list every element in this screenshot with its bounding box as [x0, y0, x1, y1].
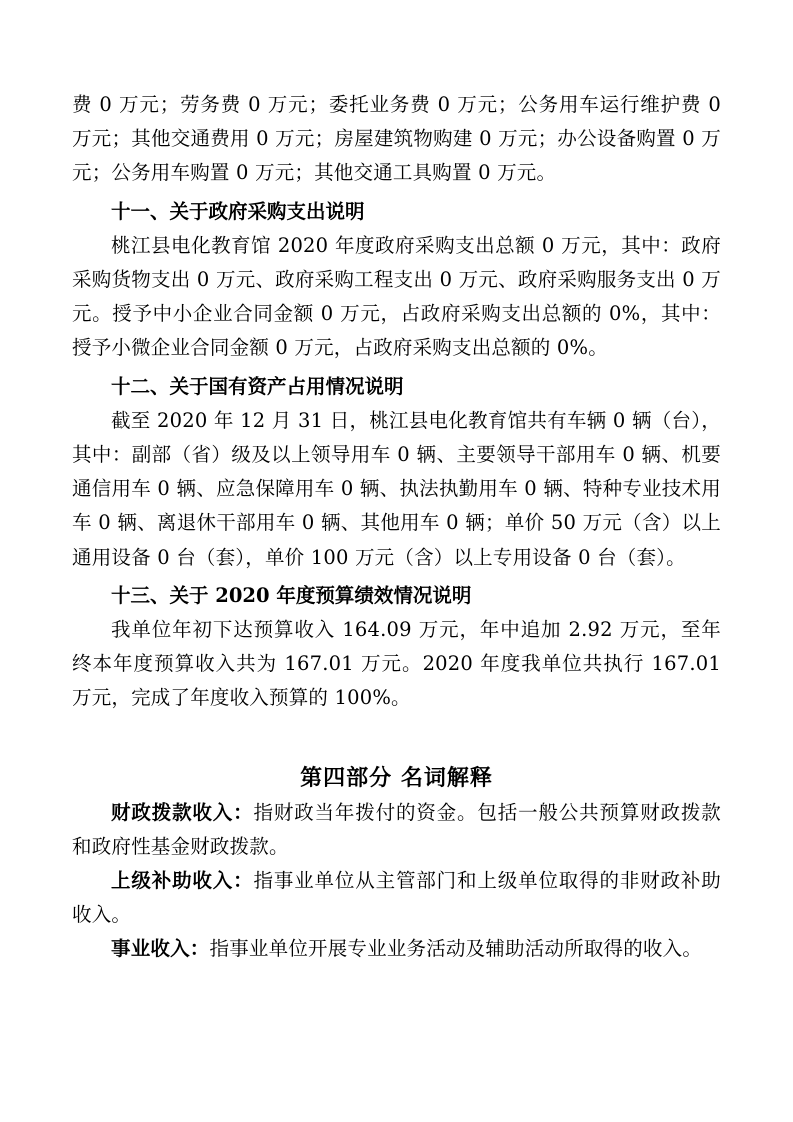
term-definition-2: 指事业单位从主管部门和上级单位取得的非财政补助收入。: [72, 869, 721, 927]
continued-paragraph: 费 0 万元；劳务费 0 万元；委托业务费 0 万元；公务用车运行维护费 0 万元；其他交通费用 0 万元；房屋建筑物购建 0 万元；办公设备购置 0 万元；公务用车购置 0 万元；其他交通工具购置 0 万元。: [72, 93, 721, 185]
section-heading-11: 十一、关于政府采购支出说明: [111, 199, 365, 223]
term-entry-3: [72, 932, 721, 966]
section-body-11: 桃江县电化教育馆 2020 年度政府采购支出总额 0 万元，其中：政府采购货物支出 0 万元、政府采购工程支出 0 万元、政府采购服务支出 0 万元。授予中小企业合同金额 0 万元，占政府采购支出总额的 0%，其中：授予小微企业合同金额 0 万元，占政府采购支出总额的 0%。: [72, 233, 721, 360]
section-body-12: 截至 2020 年 12 月 31 日，桃江县电化教育馆共有车辆 0 辆（台），其中：副部（省）级及以上领导用车 0 辆、主要领导干部用车 0 辆、机要通信用车 0 辆、应急保障用车 0 辆、执法执勤用车 0 辆、特种专业技术用车 0 辆、离退休干部用车 0 辆、其他用车 0 辆；单价 50 万元（含）以上通用设备 0 台（套），单价 100 万元（含）以上专用设备 0 台（套）。: [72, 408, 721, 569]
section-heading-13: 十三、关于 2020 年度预算绩效情况说明: [111, 583, 472, 607]
part-four-title: 第四部分 名词解释: [300, 764, 493, 791]
section-body-13: 我单位年初下达预算收入 164.09 万元，年中追加 2.92 万元，至年终本年度预算收入共为 167.01 万元。2020 年度我单位共执行 167.01 万元，完成了年度收入预算的 100%。: [72, 618, 721, 710]
term-name-2: 上级补助收入：: [111, 869, 254, 893]
term-name-3: 事业收入：: [111, 937, 210, 961]
term-definition-1: 指财政当年拨付的资金。包括一般公共预算财政拨款和政府性基金财政拨款。: [72, 800, 721, 858]
section-heading-12: 十二、关于国有资产占用情况说明: [111, 374, 404, 398]
term-name-1: 财政拨款收入：: [111, 800, 254, 824]
term-entry-1: [72, 796, 721, 864]
spacer-large: [72, 716, 721, 760]
term-definition-3: 指事业单位开展专业业务活动及辅助活动所取得的收入。: [209, 937, 703, 961]
term-entry-2: [72, 864, 721, 932]
